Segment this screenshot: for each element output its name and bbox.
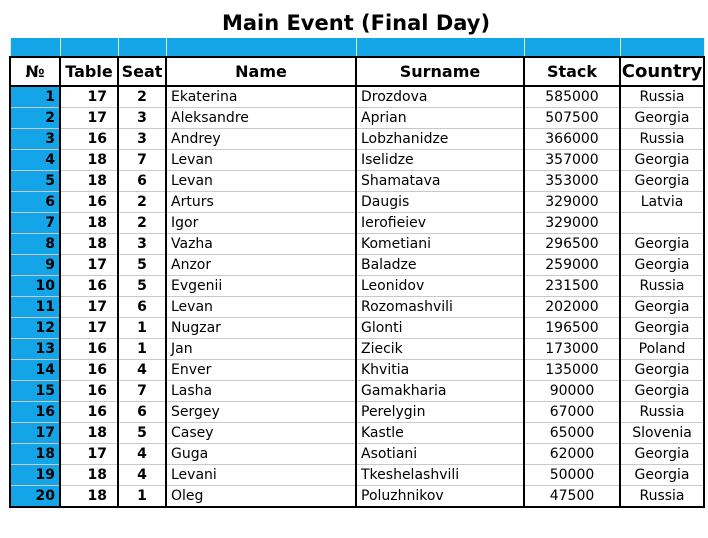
row-surname: Daugis	[356, 192, 524, 213]
row-name: Lasha	[166, 381, 356, 402]
row-name: Arturs	[166, 192, 356, 213]
row-name: Evgenii	[166, 276, 356, 297]
column-header-name: Name	[166, 57, 356, 86]
row-surname: Rozomashvili	[356, 297, 524, 318]
row-country: Russia	[620, 86, 704, 108]
row-surname: Kastle	[356, 423, 524, 444]
row-table: 18	[60, 171, 118, 192]
row-number: 3	[10, 129, 60, 150]
row-stack: 329000	[524, 213, 620, 234]
row-stack: 67000	[524, 402, 620, 423]
row-seat: 7	[118, 150, 166, 171]
column-header-country: Country	[620, 57, 704, 86]
row-table: 18	[60, 234, 118, 255]
row-name: Levan	[166, 171, 356, 192]
table-row	[10, 150, 704, 171]
row-table: 16	[60, 129, 118, 150]
row-country: Georgia	[620, 297, 704, 318]
row-surname: Tkeshelashvili	[356, 465, 524, 486]
row-country: Georgia	[620, 465, 704, 486]
row-name: Jan	[166, 339, 356, 360]
row-table: 17	[60, 86, 118, 108]
row-name: Levani	[166, 465, 356, 486]
row-country: Slovenia	[620, 423, 704, 444]
row-seat: 5	[118, 276, 166, 297]
row-number: 9	[10, 255, 60, 276]
row-table: 18	[60, 213, 118, 234]
row-number: 15	[10, 381, 60, 402]
row-country	[620, 213, 704, 234]
table-row	[10, 465, 704, 486]
row-table: 17	[60, 108, 118, 129]
row-seat: 6	[118, 171, 166, 192]
row-number: 4	[10, 150, 60, 171]
row-stack: 353000	[524, 171, 620, 192]
row-stack: 259000	[524, 255, 620, 276]
page-title: Main Event (Final Day)	[221, 11, 491, 35]
row-seat: 4	[118, 444, 166, 465]
row-number: 14	[10, 360, 60, 381]
results-table	[9, 38, 705, 508]
row-seat: 2	[118, 192, 166, 213]
row-country: Georgia	[620, 108, 704, 129]
row-stack: 90000	[524, 381, 620, 402]
row-number: 5	[10, 171, 60, 192]
row-surname: Shamatava	[356, 171, 524, 192]
row-name: Vazha	[166, 234, 356, 255]
row-stack: 65000	[524, 423, 620, 444]
table-row	[10, 108, 704, 129]
row-name: Oleg	[166, 486, 356, 508]
row-stack: 47500	[524, 486, 620, 508]
row-seat: 4	[118, 465, 166, 486]
row-table: 17	[60, 318, 118, 339]
row-surname: Drozdova	[356, 86, 524, 108]
row-table: 16	[60, 339, 118, 360]
row-number: 17	[10, 423, 60, 444]
row-name: Guga	[166, 444, 356, 465]
row-name: Aleksandre	[166, 108, 356, 129]
row-country: Russia	[620, 486, 704, 508]
row-seat: 3	[118, 129, 166, 150]
row-surname: Khvitia	[356, 360, 524, 381]
row-country: Poland	[620, 339, 704, 360]
row-surname: Poluzhnikov	[356, 486, 524, 508]
row-stack: 585000	[524, 86, 620, 108]
column-header-stack: Stack	[524, 57, 620, 86]
row-surname: Ziecik	[356, 339, 524, 360]
row-seat: 1	[118, 486, 166, 508]
row-seat: 2	[118, 86, 166, 108]
row-surname: Lobzhanidze	[356, 129, 524, 150]
row-seat: 4	[118, 360, 166, 381]
row-seat: 1	[118, 339, 166, 360]
row-country: Georgia	[620, 444, 704, 465]
row-number: 11	[10, 297, 60, 318]
row-table: 17	[60, 444, 118, 465]
table-row	[10, 318, 704, 339]
row-country: Georgia	[620, 171, 704, 192]
row-country: Russia	[620, 402, 704, 423]
row-seat: 1	[118, 318, 166, 339]
table-row	[10, 255, 704, 276]
table-row	[10, 486, 704, 508]
table-row	[10, 444, 704, 465]
row-surname: Baladze	[356, 255, 524, 276]
row-stack: 357000	[524, 150, 620, 171]
row-country: Georgia	[620, 150, 704, 171]
row-number: 20	[10, 486, 60, 508]
row-country: Georgia	[620, 234, 704, 255]
table-header-row	[10, 57, 704, 86]
row-surname: Iselidze	[356, 150, 524, 171]
row-country: Georgia	[620, 360, 704, 381]
row-stack: 507500	[524, 108, 620, 129]
row-surname: Leonidov	[356, 276, 524, 297]
row-number: 10	[10, 276, 60, 297]
row-name: Ekaterina	[166, 86, 356, 108]
row-name: Casey	[166, 423, 356, 444]
row-name: Anzor	[166, 255, 356, 276]
row-stack: 135000	[524, 360, 620, 381]
table-row	[10, 360, 704, 381]
row-number: 6	[10, 192, 60, 213]
row-seat: 3	[118, 108, 166, 129]
row-number: 2	[10, 108, 60, 129]
row-country: Latvia	[620, 192, 704, 213]
row-seat: 5	[118, 255, 166, 276]
row-stack: 202000	[524, 297, 620, 318]
row-surname: Asotiani	[356, 444, 524, 465]
row-surname: Perelygin	[356, 402, 524, 423]
row-table: 17	[60, 255, 118, 276]
row-table: 18	[60, 423, 118, 444]
row-stack: 231500	[524, 276, 620, 297]
row-seat: 6	[118, 297, 166, 318]
row-country: Georgia	[620, 381, 704, 402]
row-stack: 329000	[524, 192, 620, 213]
row-seat: 5	[118, 423, 166, 444]
row-name: Nugzar	[166, 318, 356, 339]
row-stack: 196500	[524, 318, 620, 339]
row-table: 16	[60, 276, 118, 297]
row-table: 18	[60, 465, 118, 486]
column-header-table: Table	[60, 57, 118, 86]
row-name: Levan	[166, 297, 356, 318]
row-name: Andrey	[166, 129, 356, 150]
row-name: Igor	[166, 213, 356, 234]
table-row	[10, 402, 704, 423]
table-row	[10, 129, 704, 150]
row-number: 18	[10, 444, 60, 465]
row-table: 18	[60, 486, 118, 508]
row-number: 13	[10, 339, 60, 360]
table-row	[10, 381, 704, 402]
row-table: 16	[60, 381, 118, 402]
table-row	[10, 339, 704, 360]
row-seat: 6	[118, 402, 166, 423]
table-row	[10, 234, 704, 255]
row-table: 17	[60, 297, 118, 318]
table-row	[10, 86, 704, 108]
row-number: 12	[10, 318, 60, 339]
column-header-num: №	[10, 57, 60, 86]
row-name: Sergey	[166, 402, 356, 423]
table-row	[10, 297, 704, 318]
column-header-surname: Surname	[356, 57, 524, 86]
row-country: Russia	[620, 129, 704, 150]
row-name: Enver	[166, 360, 356, 381]
header-band	[10, 38, 704, 57]
column-header-seat: Seat	[118, 57, 166, 86]
table-row	[10, 171, 704, 192]
row-surname: Gamakharia	[356, 381, 524, 402]
row-seat: 7	[118, 381, 166, 402]
row-table: 16	[60, 192, 118, 213]
row-number: 7	[10, 213, 60, 234]
row-stack: 366000	[524, 129, 620, 150]
row-stack: 50000	[524, 465, 620, 486]
row-stack: 62000	[524, 444, 620, 465]
row-seat: 2	[118, 213, 166, 234]
row-surname: Glonti	[356, 318, 524, 339]
row-number: 8	[10, 234, 60, 255]
row-table: 16	[60, 402, 118, 423]
table-row	[10, 192, 704, 213]
row-number: 16	[10, 402, 60, 423]
row-name: Levan	[166, 150, 356, 171]
row-number: 1	[10, 86, 60, 108]
row-seat: 3	[118, 234, 166, 255]
row-table: 16	[60, 360, 118, 381]
row-surname: Kometiani	[356, 234, 524, 255]
row-surname: Aprian	[356, 108, 524, 129]
row-stack: 296500	[524, 234, 620, 255]
row-country: Russia	[620, 276, 704, 297]
row-country: Georgia	[620, 318, 704, 339]
row-table: 18	[60, 150, 118, 171]
row-stack: 173000	[524, 339, 620, 360]
table-row	[10, 213, 704, 234]
row-surname: Ierofieiev	[356, 213, 524, 234]
row-number: 19	[10, 465, 60, 486]
table-row	[10, 276, 704, 297]
row-country: Georgia	[620, 255, 704, 276]
table-row	[10, 423, 704, 444]
